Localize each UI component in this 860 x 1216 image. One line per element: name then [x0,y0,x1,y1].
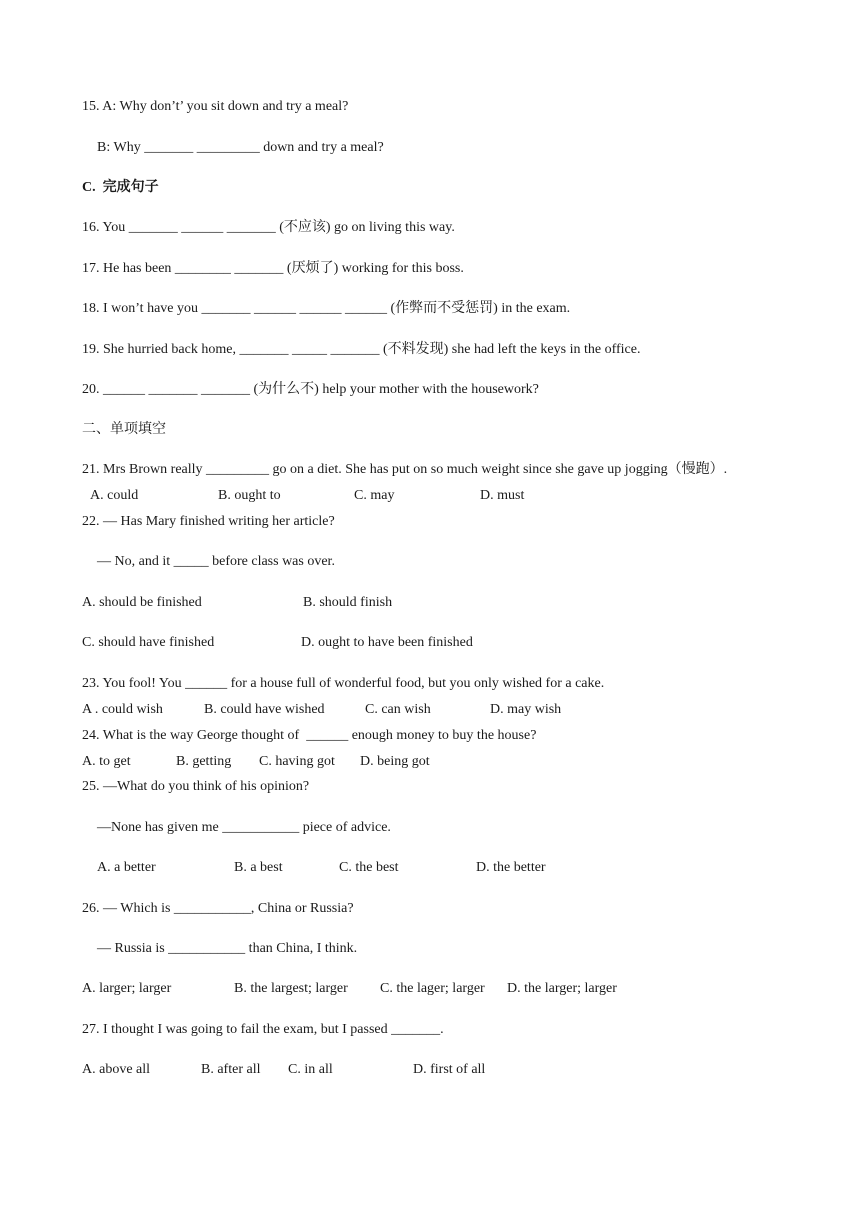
q21-option-d: D. must [480,488,525,503]
q26-option-b: B. the largest; larger [234,981,348,996]
q22-option-c: C. should have finished [82,635,215,650]
q26-option-d: D. the larger; larger [507,981,617,996]
q21-option-b: B. ought to [218,488,281,503]
q25-option-b: B. a best [234,860,283,875]
section-2-heading: 二、单项填空 [82,422,166,437]
q27-option-b: B. after all [201,1062,261,1077]
q16: 16. You _______ ______ _______ (不应该) go on living this way. [82,220,455,235]
q27-stem: 27. I thought I was going to fail the exam, but I passed _______. [82,1022,444,1037]
q25-option-a: A. a better [97,860,156,875]
q18: 18. I won’t have you _______ ______ ______ ______ (作弊而不受惩罚) in the exam. [82,301,571,316]
q23-option-a: A . could wish [82,702,163,717]
q20: 20. ______ _______ _______ (为什么不) help your mother with the housework? [82,382,539,397]
q26-option-a: A. larger; larger [82,981,172,996]
q21-option-a: A. could [90,488,139,503]
q17: 17. He has been ________ _______ (厌烦了) working for this boss. [82,261,464,276]
q25-reply: —None has given me ___________ piece of advice. [97,820,391,835]
q24-stem: 24. What is the way George thought of ______ enough money to buy the house? [82,728,537,743]
q22-option-a: A. should be finished [82,595,202,610]
q24-option-b: B. getting [176,754,232,769]
q22-option-b: B. should finish [303,595,393,610]
q23-stem: 23. You fool! You ______ for a house full of wonderful food, but you only wished for a cake. [82,676,605,691]
q22-stem: 22. — Has Mary finished writing her article? [82,514,335,529]
q21-stem: 21. Mrs Brown really _________ go on a diet. She has put on so much weight since she gave up jogging（慢跑）. [82,462,728,477]
q26-option-c: C. the lager; larger [380,981,485,996]
q27-option-c: C. in all [288,1062,333,1077]
q23-option-b: B. could have wished [204,702,325,717]
q22-reply: — No, and it _____ before class was over. [97,554,335,569]
q22-option-d: D. ought to have been finished [301,635,473,650]
q23-option-c: C. can wish [365,702,431,717]
q24-option-d: D. being got [360,754,430,769]
q27-option-a: A. above all [82,1062,151,1077]
q24-option-a: A. to get [82,754,131,769]
q25-option-d: D. the better [476,860,546,875]
q19: 19. She hurried back home, _______ _____ _______ (不料发现) she had left the keys in the office. [82,342,641,357]
q15-line-a: 15. A: Why don’t’ you sit down and try a meal? [82,99,349,114]
q21-option-c: C. may [354,488,395,503]
q24-option-c: C. having got [259,754,335,769]
q25-option-c: C. the best [339,860,399,875]
q25-stem: 25. —What do you think of his opinion? [82,779,310,794]
q26-reply: — Russia is ___________ than China, I think. [97,941,358,956]
q26-stem: 26. — Which is ___________, China or Russia? [82,901,354,916]
q23-option-d: D. may wish [490,702,562,717]
section-c-heading: C. 完成句子 [82,180,159,195]
q27-option-d: D. first of all [413,1062,486,1077]
q15-line-b: B: Why _______ _________ down and try a meal? [97,140,384,155]
